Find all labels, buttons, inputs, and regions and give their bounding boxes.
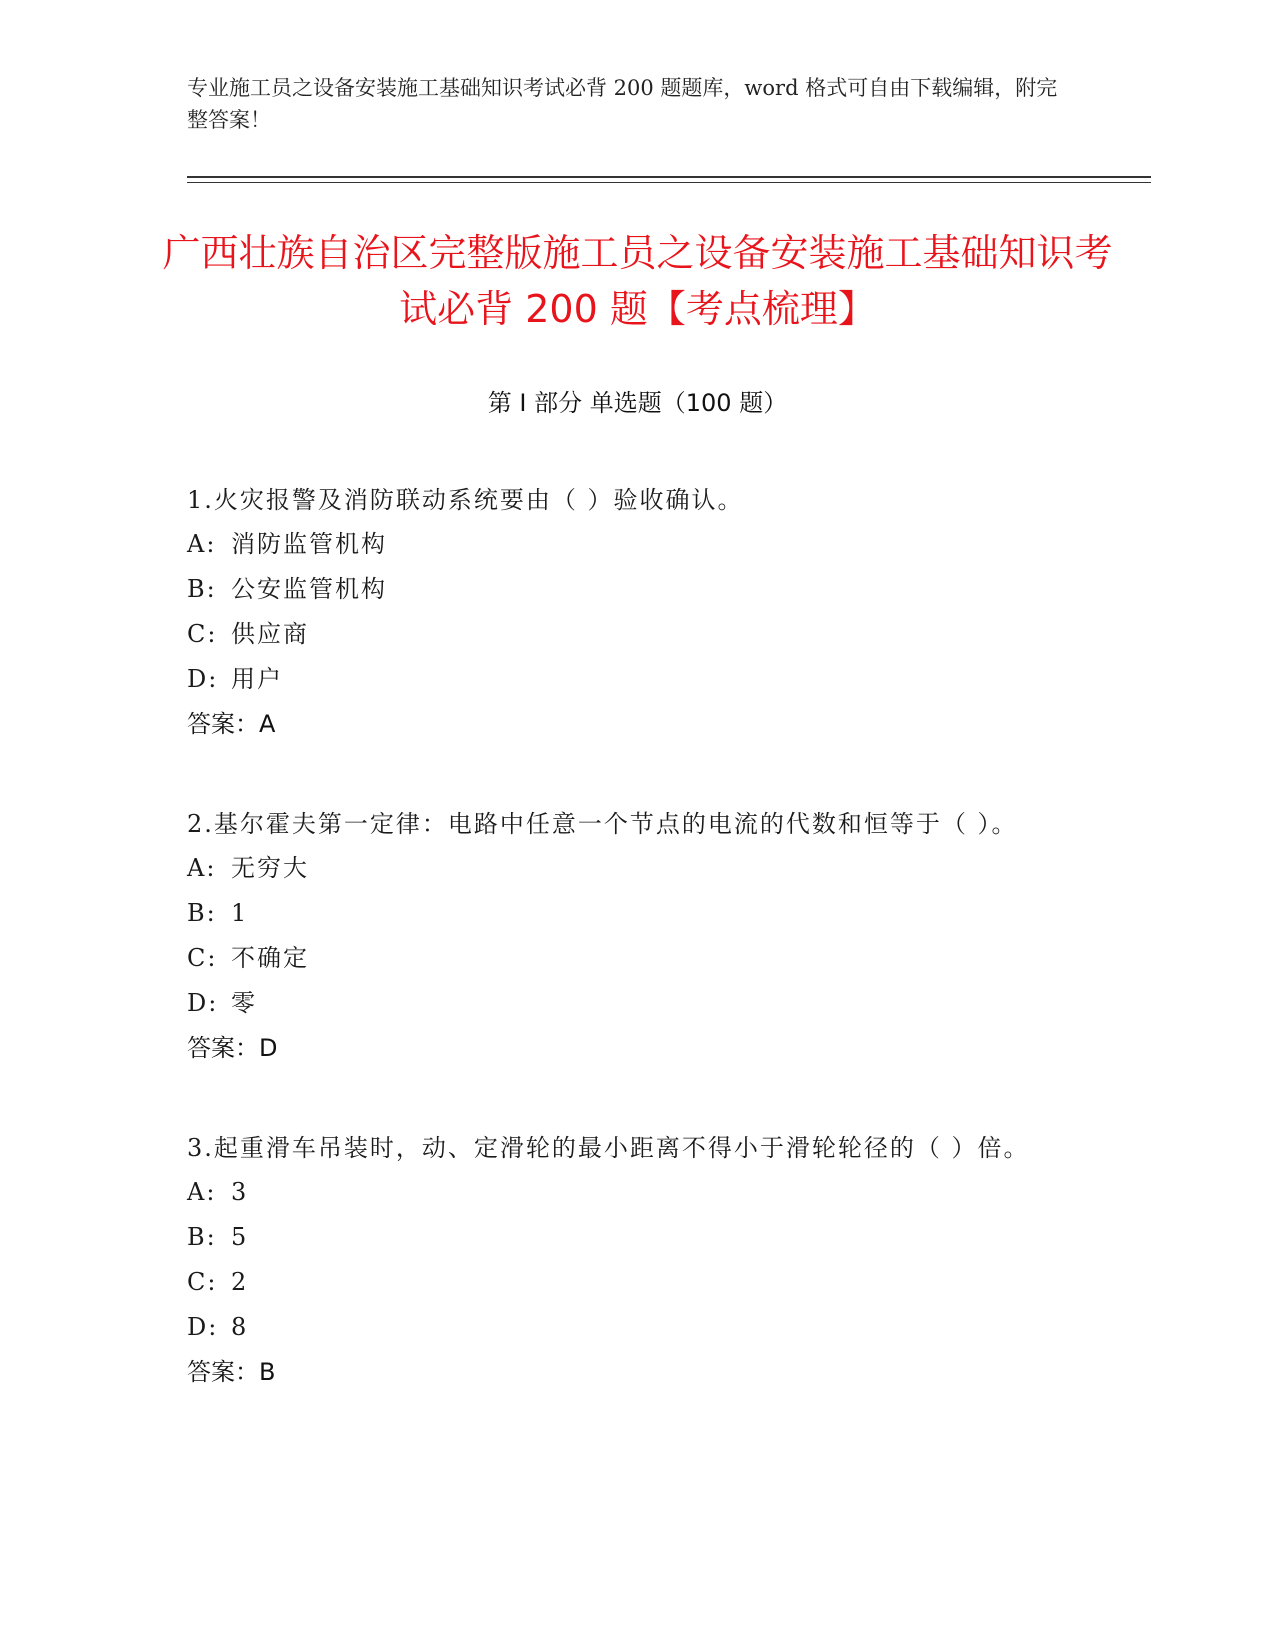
option-letter: B:	[187, 575, 217, 603]
option-a	[187, 846, 1067, 891]
option-c	[187, 612, 1067, 657]
question-stem: 3.起重滑车吊装时，动、定滑轮的最小距离不得小于滑轮轮径的（ ）倍。	[187, 1134, 1030, 1162]
option-letter: D:	[187, 989, 219, 1017]
option-d	[187, 657, 1067, 702]
option-text: 公安监管机构	[231, 575, 387, 603]
option-c	[187, 936, 1067, 981]
option-b	[187, 891, 1067, 936]
option-letter: C:	[187, 620, 218, 648]
option-b	[187, 1215, 1067, 1260]
option-letter: D:	[187, 665, 219, 693]
option-text: 供应商	[231, 620, 309, 648]
question-1	[187, 478, 1067, 747]
question-list	[187, 478, 1067, 1450]
option-text: 零	[231, 989, 257, 1017]
option-letter: A:	[187, 530, 217, 558]
question-stem: 2.基尔霍夫第一定律：电路中任意一个节点的电流的代数和恒等于（ ）。	[187, 810, 1018, 838]
option-text: 5	[231, 1223, 249, 1251]
header-divider-thin	[187, 182, 1151, 183]
question-stem: 1.火灾报警及消防联动系统要由（ ）验收确认。	[187, 486, 744, 514]
option-text: 不确定	[231, 944, 309, 972]
option-text: 消防监管机构	[231, 530, 387, 558]
option-b	[187, 567, 1067, 612]
document-title: 广西壮族自治区完整版施工员之设备安装施工基础知识考试必背 200 题【考点梳理】	[162, 231, 1113, 331]
section-heading: 第 I 部分 单选题（100 题）	[487, 389, 788, 417]
option-text: 1	[231, 899, 249, 927]
option-letter: B:	[187, 899, 217, 927]
answer-line: 答案：A	[187, 710, 276, 738]
header-divider-thick	[187, 176, 1151, 178]
answer-line: 答案：B	[187, 1358, 276, 1386]
option-text: 无穷大	[231, 854, 309, 882]
option-d	[187, 1305, 1067, 1350]
header-note: 专业施工员之设备安装施工基础知识考试必背 200 题题库，word 格式可自由下载编辑，附完整答案！	[187, 76, 1058, 132]
option-letter: C:	[187, 944, 218, 972]
option-text: 2	[231, 1268, 249, 1296]
option-a	[187, 522, 1067, 567]
question-2	[187, 802, 1067, 1071]
question-3	[187, 1126, 1067, 1395]
option-text: 用户	[231, 665, 283, 693]
option-letter: A:	[187, 1178, 217, 1206]
option-letter: D:	[187, 1313, 219, 1341]
option-a	[187, 1170, 1067, 1215]
option-text: 8	[231, 1313, 249, 1341]
option-c	[187, 1260, 1067, 1305]
option-letter: B:	[187, 1223, 217, 1251]
answer-line: 答案：D	[187, 1034, 278, 1062]
option-text: 3	[231, 1178, 249, 1206]
option-letter: C:	[187, 1268, 218, 1296]
option-d	[187, 981, 1067, 1026]
option-letter: A:	[187, 854, 217, 882]
